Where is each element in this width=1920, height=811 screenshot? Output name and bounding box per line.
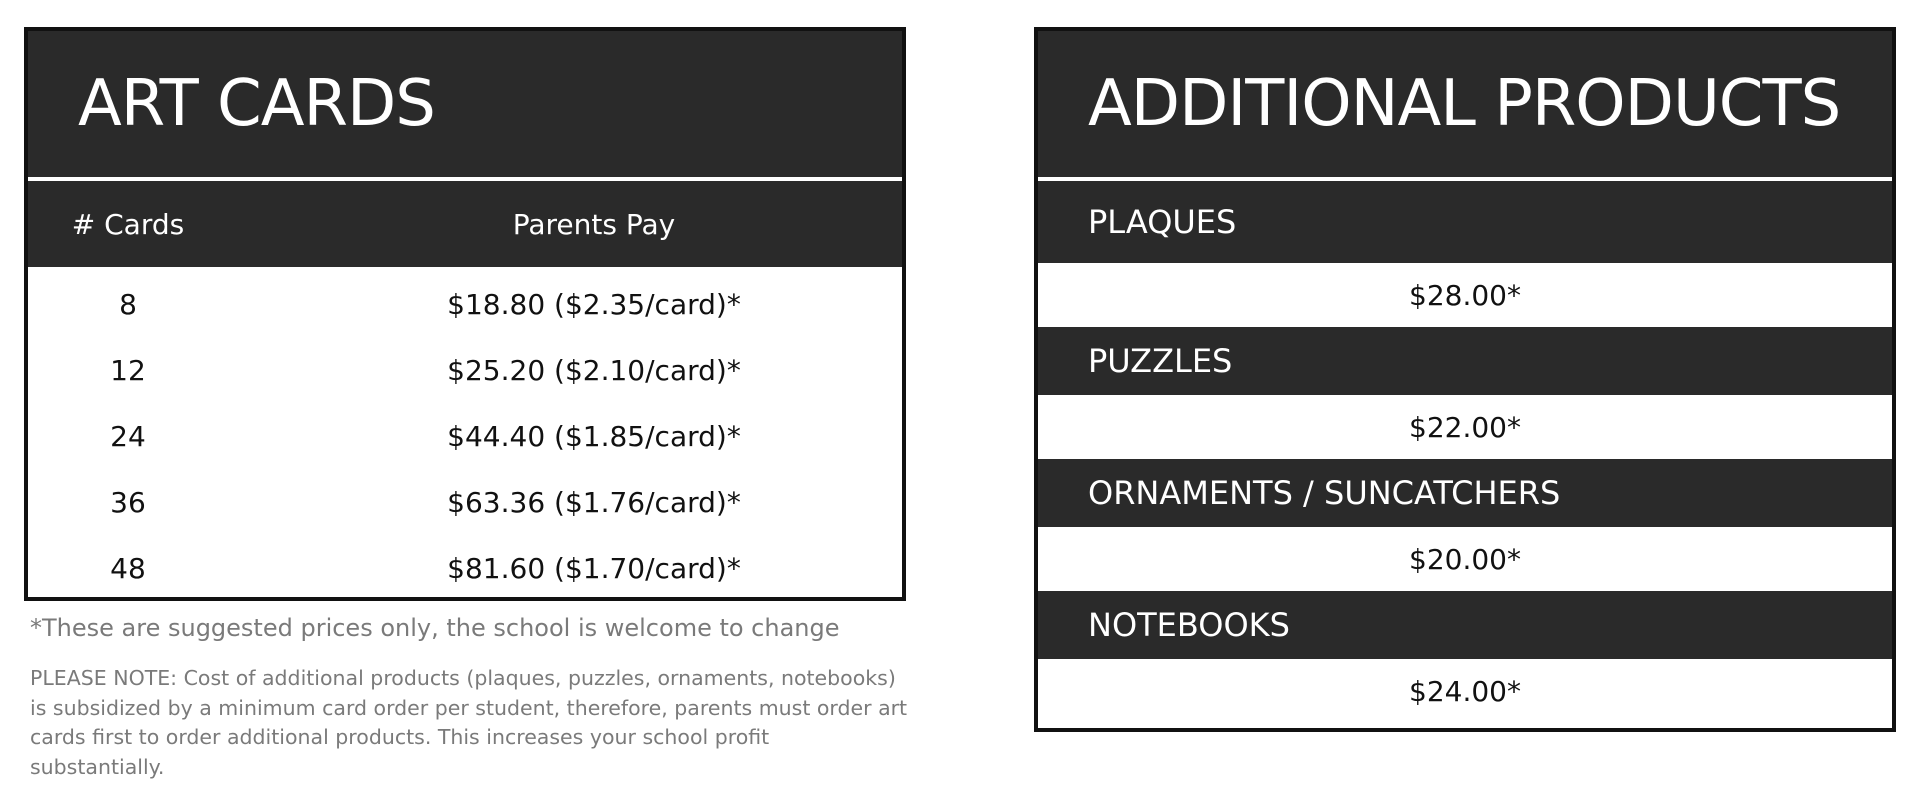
additional-products-header [1038,31,1892,181]
product-price-notebooks: $24.00* [1038,659,1892,723]
suggested-prices-note: *These are suggested prices only, the school is welcome to change [30,614,840,642]
table-row [28,337,902,403]
additional-products-title: ADDITIONAL PRODUCTS [1088,67,1841,141]
column-header-parents-pay: Parents Pay [512,207,676,241]
please-note-text: PLEASE NOTE: Cost of additional products (plaques, puzzles, ornaments, notebooks) is subsidized by a minimum card order per student, therefore, parents must order art cards first to order additional products. This increases your school profit substantially. [30,666,908,779]
parents-pay-price: $63.36 ($1.76/card)* [447,485,741,519]
product-name-ornaments: ORNAMENTS / SUNCATCHERS [1038,459,1892,527]
card-quantity: 36 [110,485,146,519]
art-cards-header [28,31,902,181]
table-row [28,271,902,337]
card-quantity: 12 [110,353,146,387]
art-cards-column-headers [28,181,902,267]
card-quantity: 8 [119,287,137,321]
product-name-plaques: PLAQUES [1038,181,1892,263]
parents-pay-price: $44.40 ($1.85/card)* [447,419,741,453]
table-row [28,403,902,469]
card-quantity: 24 [110,419,146,453]
product-name-notebooks: NOTEBOOKS [1038,591,1892,659]
art-cards-panel [24,27,906,601]
column-header-cards: # Cards [71,207,185,241]
table-row [28,469,902,535]
table-row [28,535,902,601]
product-price-puzzles: $22.00* [1038,395,1892,459]
card-quantity: 48 [110,551,146,585]
product-price-ornaments: $20.00* [1038,527,1892,591]
parents-pay-price: $18.80 ($2.35/card)* [447,287,741,321]
additional-products-panel [1034,27,1896,732]
art-cards-rows [28,267,902,601]
parents-pay-price: $25.20 ($2.10/card)* [447,353,741,387]
product-name-puzzles: PUZZLES [1038,327,1892,395]
parents-pay-price: $81.60 ($1.70/card)* [447,551,741,585]
art-cards-title: ART CARDS [78,67,435,141]
product-price-plaques: $28.00* [1038,263,1892,327]
